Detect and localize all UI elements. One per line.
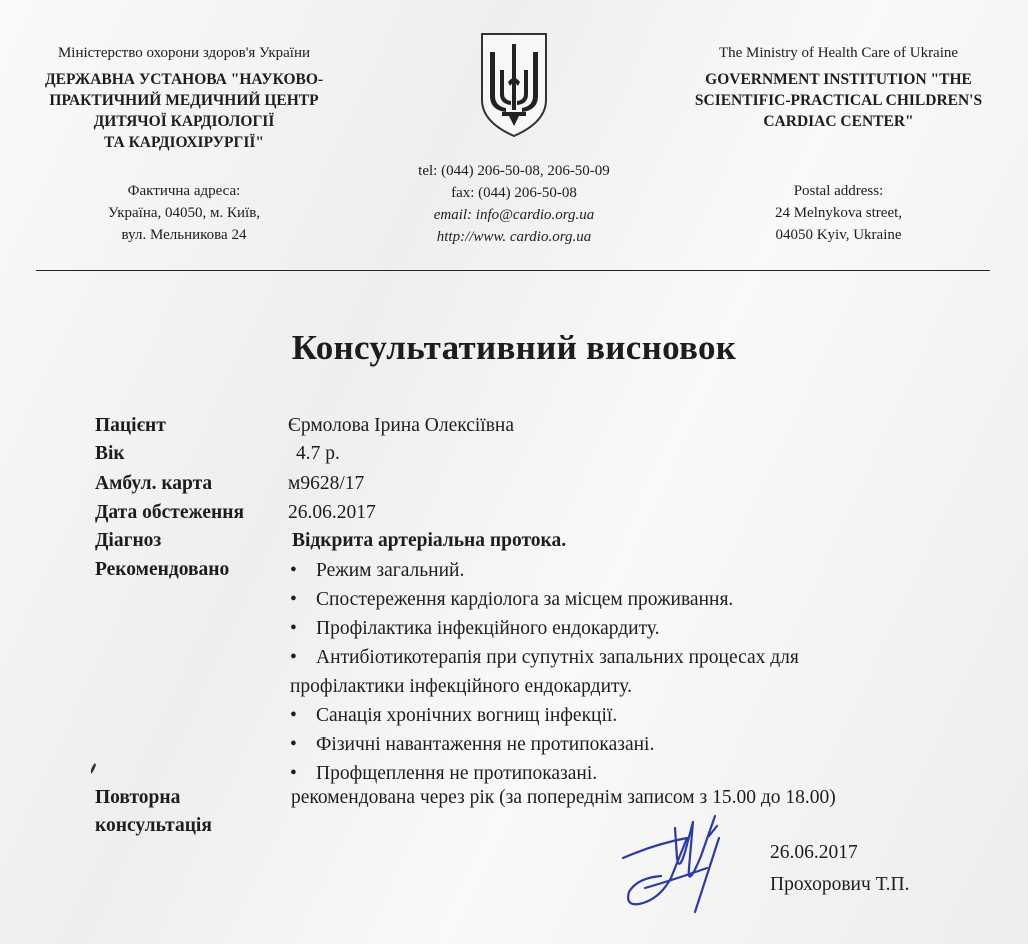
patient-value: Єрмолова Ірина Олексіївна xyxy=(288,415,515,436)
list-item: • Профілактика інфекційного ендокардиту. xyxy=(290,618,660,639)
list-item: • Антибіотикотерапія при супутніх запальних процесах для xyxy=(290,647,799,668)
website: http://www. cardio.org.ua xyxy=(436,229,592,245)
document-title: Консультативний висновок xyxy=(291,328,737,367)
handwritten-signature xyxy=(615,808,745,916)
header-divider xyxy=(36,270,990,271)
signature-date: 26.06.2017 xyxy=(770,842,858,863)
address-en: Postal address: 24 Melnykova street, 04050 Kyiv, Ukraine xyxy=(774,183,903,243)
age-value: 4.7 р. xyxy=(296,443,340,464)
telephone: tel: (044) 206-50-08, 206-50-09 xyxy=(418,163,610,179)
exam-date-value: 26.06.2017 xyxy=(288,502,376,523)
header-right-english xyxy=(666,42,1011,243)
email: email: info@cardio.org.ua xyxy=(433,207,595,223)
followup-label-line1: Повторна xyxy=(95,787,181,808)
header-left-ukrainian xyxy=(18,42,350,243)
list-item-continuation: профілактики інфекційного ендокардиту. xyxy=(290,676,632,697)
recommendations-list xyxy=(290,556,990,788)
fax: fax: (044) 206-50-08 xyxy=(451,185,577,201)
institution-name-ua: ДЕРЖАВНА УСТАНОВА "НАУКОВО- ПРАКТИЧНИЙ МЕДИЧНИЙ ЦЕНТР ДИТЯЧОЇ КАРДІОЛОГІЇ ТА КАРДІОХІРУРГІЇ" xyxy=(44,71,324,151)
list-item: • Профщеплення не протипоказані. xyxy=(290,763,598,784)
patient-label: Пацієнт xyxy=(95,415,166,436)
contact-info xyxy=(360,160,668,248)
followup-label-line2: консультація xyxy=(95,815,212,836)
ministry-name-en: The Ministry of Health Care of Ukraine xyxy=(718,45,959,61)
diagnosis-value: Відкрита артеріальна протока. xyxy=(292,530,567,551)
diagnosis-label: Діагноз xyxy=(95,530,162,551)
ministry-name-ua: Міністерство охорони здоров'я України xyxy=(57,45,311,61)
recommended-label: Рекомендовано xyxy=(95,559,230,580)
exam-date-label: Дата обстеження xyxy=(95,502,245,523)
card-value: м9628/17 xyxy=(288,473,365,494)
list-item: • Фізичні навантаження не протипоказані. xyxy=(290,734,655,755)
list-item: • Санація хронічних вогнищ інфекції. xyxy=(290,705,618,726)
institution-name-en: GOVERNMENT INSTITUTION "THE SCIENTIFIC-PRACTICAL CHILDREN'S CARDIAC CENTER" xyxy=(694,71,983,130)
card-label: Амбул. карта xyxy=(95,473,213,494)
followup-value: рекомендована через рік (за попереднім записом з 15.00 до 18.00) xyxy=(291,787,836,808)
ink-smudge xyxy=(88,762,98,776)
trident-emblem-icon xyxy=(476,30,552,140)
address-ua: Фактична адреса: Україна, 04050, м. Київ, вул. Мельникова 24 xyxy=(107,183,261,243)
age-label: Вік xyxy=(95,443,125,464)
list-item: • Режим загальний. xyxy=(290,560,465,581)
signatory-name: Прохорович Т.П. xyxy=(770,874,910,895)
list-item: • Спостереження кардіолога за місцем проживання. xyxy=(290,589,734,610)
